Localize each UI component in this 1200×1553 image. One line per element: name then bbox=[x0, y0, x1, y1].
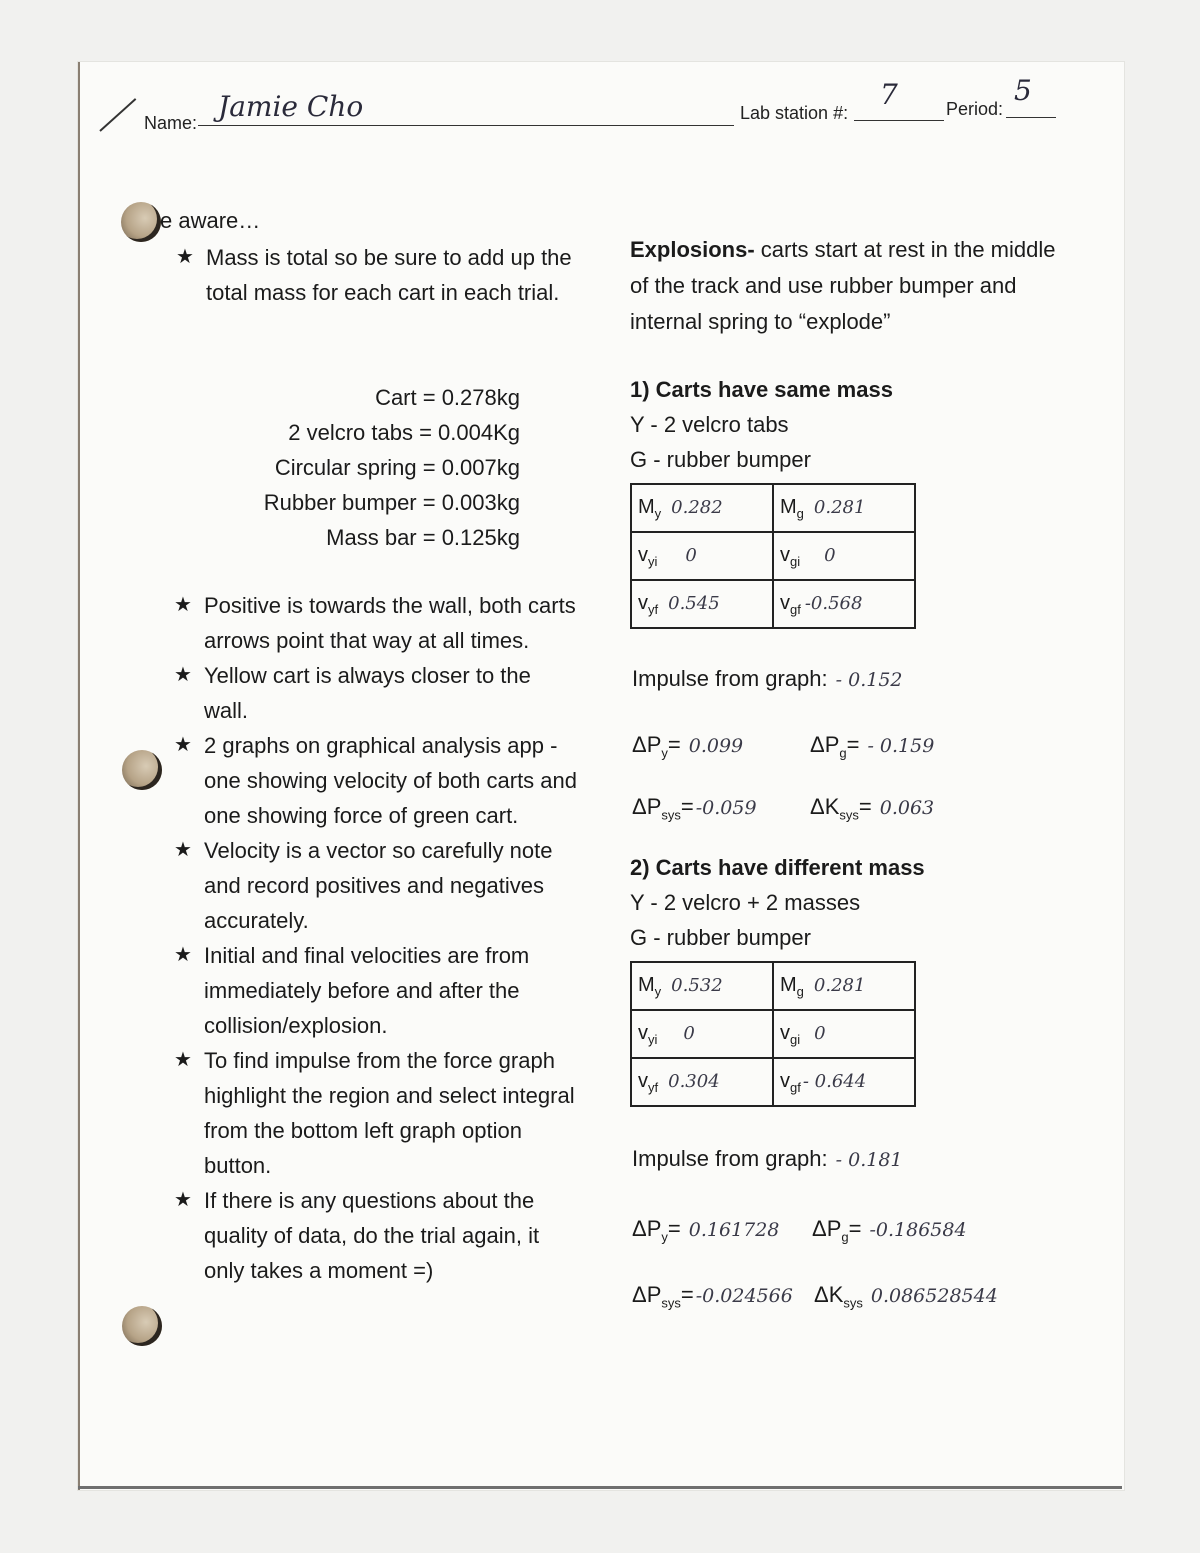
trial1-green-setup: G - rubber bumper bbox=[630, 447, 811, 472]
punch-hole-top bbox=[121, 202, 161, 242]
notes-list-top bbox=[176, 240, 576, 310]
trial1-vyf-cell: $v_{yf}$ 0.545 bbox=[631, 580, 773, 628]
trial1-title: 1) Carts have same mass bbox=[630, 377, 893, 402]
period-line bbox=[1006, 117, 1056, 118]
name-value: Jamie Cho bbox=[218, 90, 364, 123]
trial2-vgi-cell: $v_{gi}$ 0 bbox=[773, 1010, 915, 1058]
trial2-vyf-cell: $v_{yf}$ 0.304 bbox=[631, 1058, 773, 1106]
trial1-section bbox=[630, 372, 1070, 629]
note-item: ★ Yellow cart is always closer to the wall. bbox=[174, 658, 579, 728]
page-edge bbox=[78, 1486, 1122, 1489]
trial1-vyf: 0.545 bbox=[668, 592, 720, 614]
notes-list-bottom bbox=[174, 588, 579, 1288]
trial1-My: 0.282 bbox=[671, 496, 723, 518]
trial2-Mg-cell: $M_g$ 0.281 bbox=[773, 962, 915, 1010]
note-item: ★ Mass is total so be sure to add up the total mass for each cart in each trial. bbox=[176, 240, 576, 310]
trial2-My: 0.532 bbox=[671, 974, 723, 996]
note-item: ★ Initial and final velocities are from immediately before and after the collision/explosion. bbox=[174, 938, 579, 1043]
name-label: Name: bbox=[144, 113, 198, 133]
trial1-yellow-setup: Y - 2 velcro tabs bbox=[630, 412, 789, 437]
trial2-Mg: 0.281 bbox=[813, 974, 866, 996]
explosions-intro bbox=[630, 232, 1060, 340]
trial2-dPy: $\Delta P_y= 0.161728$ bbox=[632, 1216, 780, 1245]
station-line bbox=[854, 120, 944, 121]
note-item: ★ 2 graphs on graphical analysis app - one showing velocity of both carts and one showing force of green cart. bbox=[174, 728, 579, 833]
explosions-title: Explosions- bbox=[630, 237, 755, 262]
trial2-dKsys: $\Delta K_{sys}$ 0.086528544 bbox=[814, 1282, 998, 1311]
trial2-dPg-value: -0.186584 bbox=[869, 1219, 967, 1241]
note-item: ★ To find impulse from the force graph highlight the region and select integral from the bottom left graph option button. bbox=[174, 1043, 579, 1183]
trial2-table bbox=[630, 961, 916, 1107]
trial2-impulse-value: - 0.181 bbox=[835, 1149, 903, 1171]
trial1-vyi: 0 bbox=[685, 544, 697, 566]
trial1-My-cell: $M_y$ 0.282 bbox=[631, 484, 773, 532]
trial1-Mg-cell: $M_g$ 0.281 bbox=[773, 484, 915, 532]
trial1-impulse-label: Impulse from graph: bbox=[632, 666, 828, 691]
station-value: 7 bbox=[880, 78, 898, 111]
punch-hole-bottom bbox=[122, 1306, 162, 1346]
punch-hole-middle bbox=[122, 750, 162, 790]
trial1-dPg: $\Delta P_g= - 0.159$ bbox=[810, 732, 935, 761]
trial2-title: 2) Carts have different mass bbox=[630, 855, 925, 880]
trial2-dPg: $\Delta P_g= -0.186584$ bbox=[812, 1216, 967, 1245]
period-value: 5 bbox=[1014, 74, 1032, 107]
trial1-dKsys: $\Delta K_{sys}= 0.063$ bbox=[810, 794, 935, 823]
trial1-dPg-value: - 0.159 bbox=[867, 735, 935, 757]
trial2-vyf: 0.304 bbox=[668, 1070, 720, 1092]
trial2-impulse bbox=[632, 1146, 903, 1172]
trial1-dPy-value: 0.099 bbox=[688, 735, 744, 757]
be-aware-heading: e aware… bbox=[160, 208, 261, 233]
trial2-vyi-cell: $v_{yi}$ 0 bbox=[631, 1010, 773, 1058]
trial1-vyi-cell: $v_{yi}$ 0 bbox=[631, 532, 773, 580]
mass-list bbox=[180, 380, 520, 555]
trial1-impulse bbox=[632, 666, 903, 692]
trial2-My-cell: $M_y$ 0.532 bbox=[631, 962, 773, 1010]
note-item: ★ Velocity is a vector so carefully note and record positives and negatives accurately. bbox=[174, 833, 579, 938]
trial1-Mg: 0.281 bbox=[813, 496, 866, 518]
trial1-vgf: -0.568 bbox=[804, 592, 863, 614]
name-line bbox=[198, 125, 734, 126]
trial2-vgi: 0 bbox=[814, 1022, 826, 1044]
mass-item: Circular spring = 0.007kg bbox=[274, 455, 520, 480]
trial1-impulse-value: - 0.152 bbox=[835, 669, 903, 691]
trial1-vgi-cell: $v_{gi}$ 0 bbox=[773, 532, 915, 580]
period-label: Period: bbox=[946, 99, 1004, 119]
trial1-vgi: 0 bbox=[824, 544, 836, 566]
trial2-green-setup: G - rubber bumper bbox=[630, 925, 811, 950]
mass-item: 2 velcro tabs = 0.004Kg bbox=[288, 420, 520, 445]
trial1-table bbox=[630, 483, 916, 629]
mass-item: Rubber bumper = 0.003kg bbox=[263, 490, 520, 515]
trial1-dKsys-value: 0.063 bbox=[879, 797, 935, 819]
trial2-vyi: 0 bbox=[683, 1022, 695, 1044]
trial2-vgf-cell: $v_{gf} - 0.644$ bbox=[773, 1058, 915, 1106]
trial1-dPsys: $\Delta P_{sys}= -0.059$ bbox=[632, 794, 757, 823]
trial2-section bbox=[630, 850, 1070, 1107]
trial2-vgf: - 0.644 bbox=[802, 1070, 867, 1092]
trial2-dPsys: $\Delta P_{sys}= -0.024566$ bbox=[632, 1282, 793, 1311]
explosions-description: carts start at rest in the middle of the track and use rubber bumper and internal spring to “explode” bbox=[630, 237, 1056, 334]
trial1-dPsys-value: -0.059 bbox=[695, 797, 757, 819]
trial2-impulse-label: Impulse from graph: bbox=[632, 1146, 828, 1171]
station-label: Lab station #: bbox=[740, 103, 849, 123]
note-item: ★ Positive is towards the wall, both carts arrows point that way at all times. bbox=[174, 588, 579, 658]
note-item: ★ If there is any questions about the quality of data, do the trial again, it only takes a moment =) bbox=[174, 1183, 579, 1288]
mass-item: Mass bar = 0.125kg bbox=[326, 525, 520, 550]
trial2-dPy-value: 0.161728 bbox=[688, 1219, 780, 1241]
trial1-dPy: $\Delta P_y= 0.099$ bbox=[632, 732, 744, 761]
trial2-yellow-setup: Y - 2 velcro + 2 masses bbox=[630, 890, 861, 915]
trial2-dPsys-value: -0.024566 bbox=[695, 1285, 793, 1307]
mass-item: Cart = 0.278kg bbox=[375, 385, 520, 410]
trial1-vgf-cell: $v_{gf}$ -0.568 bbox=[773, 580, 915, 628]
trial2-dKsys-value: 0.086528544 bbox=[870, 1285, 998, 1307]
